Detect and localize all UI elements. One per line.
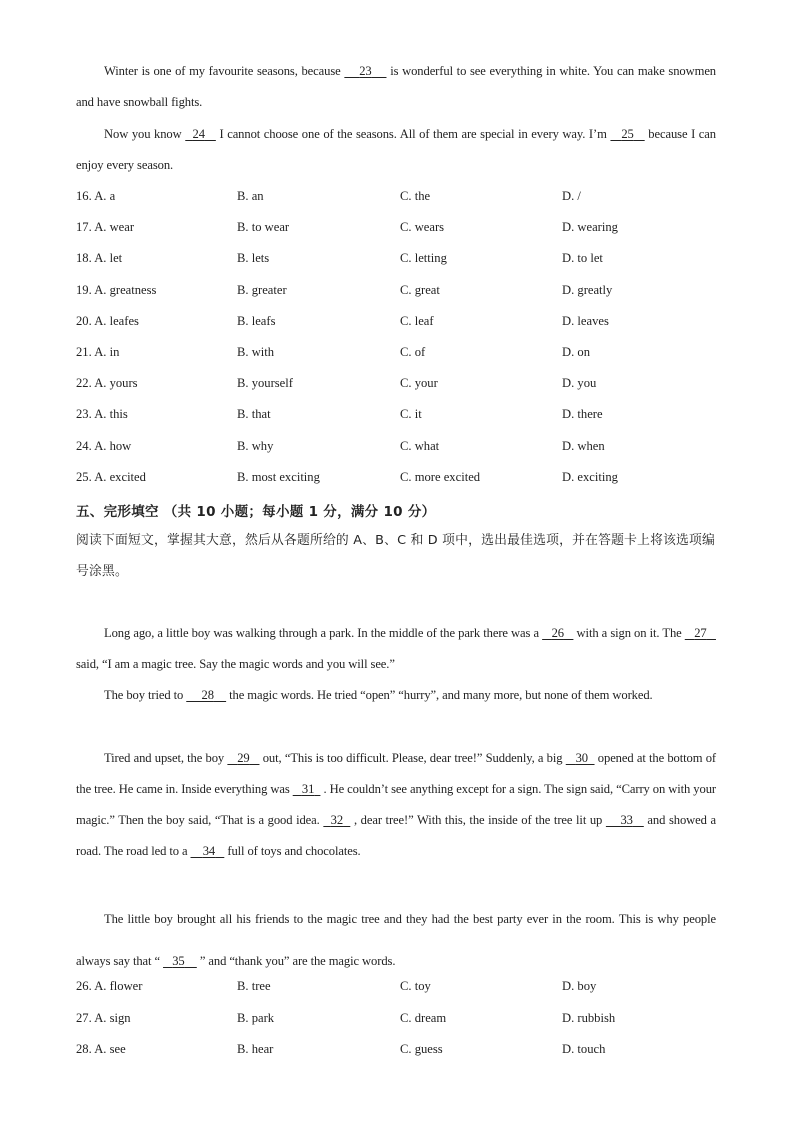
blank-28: 28 (201, 688, 214, 702)
passage2-paragraph-1: Long ago, a little boy was walking through a park. In the middle of the park there was a 26 with a sign on it. The 27 said, “I am a magic tree. Say the magic words and you will see.” (76, 618, 716, 680)
option-row: 24. A. how B. why C. what D. when (76, 439, 605, 453)
section-instruction: 阅读下面短文，掌握其大意，然后从各题所给的 A、B、C 和 D 项中，选出最佳选项，并在答题卡上将该选项编号涂黑。 (76, 533, 716, 579)
option-row: 28. A. see B. hear C. guess D. touch (76, 1042, 606, 1056)
blank-27: 27 (694, 626, 707, 640)
option-row: 27. A. sign B. park C. dream D. rubbish (76, 1011, 616, 1025)
option-row: 19. A. greatness B. greater C. great D. greatly (76, 283, 613, 297)
option-row: 22. A. yours B. yourself C. your D. you (76, 376, 597, 390)
option-row: 25. A. excited B. most exciting C. more excited D. exciting (76, 470, 618, 484)
blank-30: 30 (575, 751, 588, 765)
option-row: 18. A. let B. lets C. letting D. to let (76, 251, 603, 265)
option-row: 23. A. this B. that C. it D. there (76, 407, 603, 421)
option-row: 26. A. flower B. tree C. toy D. boy (76, 979, 597, 993)
blank-33: 33 (620, 813, 633, 827)
passage1-paragraph-2: Now you know 24 I cannot choose one of the seasons. All of them are special in every way. I’m 25 because I can enjoy every season. (76, 127, 716, 172)
blank-26: 26 (551, 626, 564, 640)
blank-23: 23 (359, 64, 372, 78)
blank-35: 35 (172, 954, 185, 968)
passage1-paragraph-1: Winter is one of my favourite seasons, because 23 is wonderful to see everything in white. You can make snowmen and have snowball fights. (76, 64, 717, 109)
option-row: 20. A. leafes B. leafs C. leaf D. leaves (76, 314, 609, 328)
blank-34: 34 (202, 844, 216, 858)
blank-31: 31 (301, 782, 315, 796)
blank-29: 29 (237, 751, 250, 765)
option-row: 16. A. a B. an C. the D. / (76, 189, 581, 203)
passage2-paragraph-2: The boy tried to 28 the magic words. He tried “open” “hurry”, and many more, but none of them worked. (104, 688, 653, 702)
passage2-paragraph-4: The little boy brought all his friends to the magic tree and they had the best party ever in the room. This is why people always say that “ 35 ” and “thank you” are the magic words. (76, 912, 716, 968)
option-row: 21. A. in B. with C. of D. on (76, 345, 590, 359)
blank-32: 32 (330, 813, 344, 827)
passage2-paragraph-3: Tired and upset, the boy 29 out, “This is too difficult. Please, dear tree!” Suddenly, a big 30 opened at the bottom of the tree. He came in. Inside everything was 31 . He couldn’t see anything except for a sign. The sign said, “Carry on with your magic.” Then the boy said, “That is a good idea. 32 , dear tree!” With this, the inside of the tree lit up 33 and showed a road. The road led to a 34 full of toys and chocolates. (76, 751, 717, 858)
option-row: 17. A. wear B. to wear C. wears D. wearing (76, 220, 618, 234)
blank-24: 24 (192, 127, 205, 141)
blank-25: 25 (621, 127, 634, 141)
section-heading: 五、完形填空 （共 10 小题；每小题 1 分，满分 10 分） (76, 504, 436, 520)
